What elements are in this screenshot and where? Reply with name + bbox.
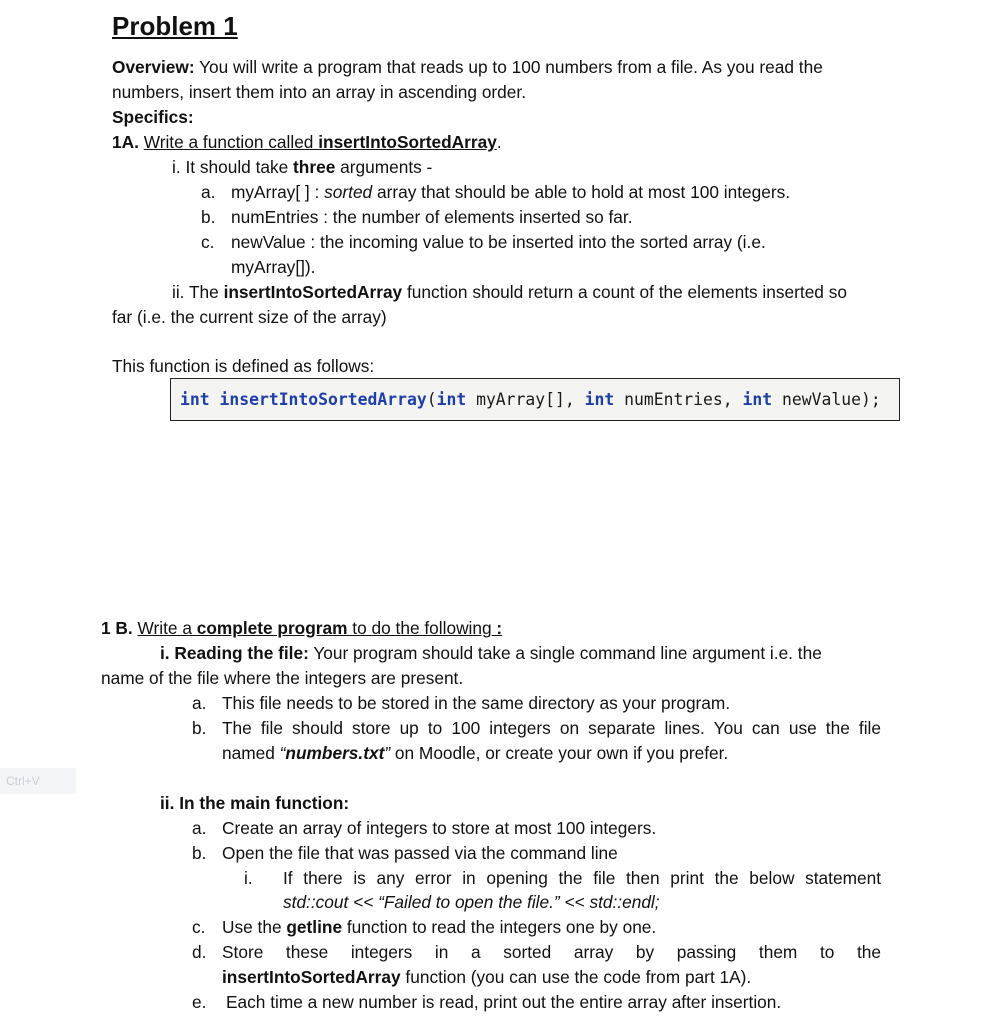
code-function-name: insertIntoSortedArray <box>219 390 427 409</box>
part-1a-item-a <box>231 181 790 203</box>
part-1b-text-post: to do the following <box>347 618 492 638</box>
part-1b-item-a-label: a. <box>192 693 207 713</box>
item-ii-post: function should return a count of the elements inserted so <box>402 282 847 302</box>
item-i-post: arguments - <box>335 157 433 177</box>
main-item-d-label: d. <box>192 942 207 962</box>
item-a-post: array that should be able to hold at most 100 integers. <box>372 182 791 202</box>
main-item-c-label: c. <box>192 917 206 937</box>
main-item-d-line-1: Store these integers in a sorted array by passing them to the <box>222 942 881 962</box>
item-c-pre: Use the <box>222 917 287 937</box>
page-title: Problem 1 <box>112 11 238 41</box>
defined-as-follows: This function is defined as follows: <box>112 356 375 376</box>
part-1b-item-b-label: b. <box>192 718 207 738</box>
part-1a-heading <box>112 131 502 153</box>
main-item-d-line-2 <box>222 966 751 988</box>
item-ii-bold: insertIntoSortedArray <box>223 282 403 302</box>
code-open-paren: ( <box>426 390 437 409</box>
specifics-heading: Specifics: <box>112 107 194 127</box>
main-item-c <box>222 916 656 938</box>
part-1a-item-b: numEntries : the number of elements inserted so far. <box>231 207 633 227</box>
part-1a-item-ii-line-2: far (i.e. the current size of the array) <box>112 307 387 327</box>
main-item-b-i-label: i. <box>244 868 253 888</box>
code-keyword-int: int <box>180 390 210 409</box>
code-keyword-int: int <box>436 390 467 409</box>
part-1b-text-pre: Write a <box>137 618 197 638</box>
item-a-italic: sorted <box>324 182 373 202</box>
function-signature-code <box>170 378 900 421</box>
item-d-post: function (you can use the code from part 1A). <box>400 967 752 987</box>
main-item-e-label: e. <box>192 992 207 1012</box>
part-1b-item-i <box>160 642 822 664</box>
code-param-2: numEntries, <box>614 390 743 409</box>
part-1b-colon: : <box>491 618 503 638</box>
part-1a-function-name: insertIntoSortedArray <box>318 132 497 152</box>
code-param-1: myArray[], <box>466 390 585 409</box>
overview-line-1 <box>112 56 823 78</box>
main-item-b-i-line-1: If there is any error in opening the file then print the below statement <box>283 868 881 888</box>
overview-label: Overview: <box>112 57 195 77</box>
item-i-pre: i. It should take <box>172 157 294 177</box>
item-a-pre: myArray[ ] : <box>231 182 325 202</box>
item-b-post: on Moodle, or create your own if you prefer. <box>390 743 729 763</box>
main-item-b-i-line-2: std::cout << “Failed to open the file.” << std::endl; <box>283 892 660 912</box>
code-param-3: newValue); <box>772 390 881 409</box>
part-1a-item-b-label: b. <box>201 207 216 227</box>
reading-file-text: Your program should take a single command line argument i.e. the <box>308 643 822 663</box>
part-1a-item-c-line-2: myArray[]). <box>231 257 316 277</box>
overview-text-1: You will write a program that reads up to 100 numbers from a file. As you read the <box>194 57 823 77</box>
item-ii-pre: ii. The <box>172 282 224 302</box>
part-1a-item-a-label: a. <box>201 182 216 202</box>
item-c-bold: getline <box>286 917 343 937</box>
reading-file-heading: i. Reading the file: <box>160 643 309 663</box>
item-b-pre: named <box>222 743 280 763</box>
part-1b-heading <box>101 617 502 639</box>
main-item-a: Create an array of integers to store at most 100 integers. <box>222 818 657 838</box>
main-item-b-label: b. <box>192 843 207 863</box>
item-b-quote-close: ” <box>384 743 391 763</box>
main-item-e: Each time a new number is read, print out the entire array after insertion. <box>226 992 782 1012</box>
part-1a-item-c-label: c. <box>201 232 215 252</box>
faded-overlay-label: Ctrl+V <box>0 768 76 794</box>
part-1a-item-i <box>172 156 432 178</box>
main-item-a-label: a. <box>192 818 207 838</box>
part-1b-item-i-line-2: name of the file where the integers are present. <box>101 668 464 688</box>
part-1b-text <box>138 618 503 638</box>
part-1a-text <box>144 132 497 152</box>
main-item-b: Open the file that was passed via the command line <box>222 843 618 863</box>
item-c-post: function to read the integers one by one. <box>342 917 657 937</box>
item-d-bold: insertIntoSortedArray <box>222 967 401 987</box>
part-1b-label: 1 B. <box>101 618 133 638</box>
part-1b-item-b-line-2 <box>222 742 728 764</box>
main-function-heading: ii. In the main function: <box>160 793 350 813</box>
part-1b-item-a: This file needs to be stored in the same directory as your program. <box>222 693 731 713</box>
overview-line-2: numbers, insert them into an array in ascending order. <box>112 82 527 102</box>
part-1a-label: 1A. <box>112 132 139 152</box>
part-1a-text-plain: Write a function called <box>143 132 319 152</box>
part-1b-text-bold: complete program <box>196 618 348 638</box>
part-1b-item-b-line-1: The file should store up to 100 integers on separate lines. You can use the file <box>222 718 881 738</box>
part-1a-item-c-line-1: newValue : the incoming value to be inserted into the sorted array (i.e. <box>231 232 766 252</box>
code-keyword-int: int <box>584 390 615 409</box>
item-b-quote-open: “ <box>279 743 286 763</box>
numbers-file-name: numbers.txt <box>285 743 385 763</box>
part-1a-item-ii <box>172 281 847 303</box>
code-keyword-int: int <box>742 390 773 409</box>
item-i-bold: three <box>293 157 336 177</box>
part-1a-period: . <box>496 132 502 152</box>
